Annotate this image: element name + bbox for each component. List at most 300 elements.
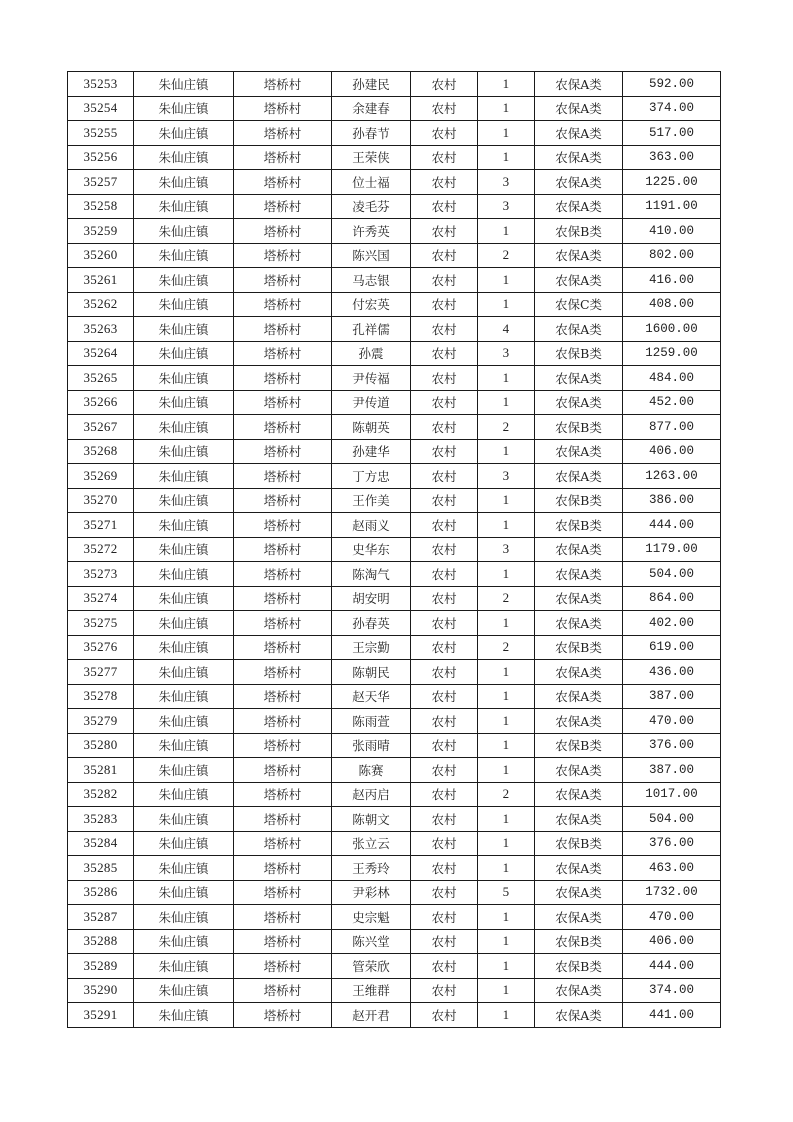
name-cell: 孙春节 [332, 121, 411, 146]
amount-cell: 1017.00 [623, 782, 721, 807]
village-cell: 塔桥村 [234, 96, 332, 121]
village-cell: 塔桥村 [234, 954, 332, 979]
table-row [68, 513, 721, 538]
insurance-category-cell: 农保A类 [535, 880, 623, 905]
amount-cell: 1225.00 [623, 170, 721, 195]
town-cell: 朱仙庄镇 [134, 464, 234, 489]
table-row [68, 758, 721, 783]
village-cell: 塔桥村 [234, 243, 332, 268]
town-cell: 朱仙庄镇 [134, 488, 234, 513]
area-type-cell: 农村 [411, 905, 478, 930]
area-type-cell: 农村 [411, 562, 478, 587]
area-type-cell: 农村 [411, 170, 478, 195]
town-cell: 朱仙庄镇 [134, 415, 234, 440]
amount-cell: 592.00 [623, 72, 721, 97]
record-id-cell: 35255 [68, 121, 134, 146]
amount-cell: 374.00 [623, 978, 721, 1003]
household-size-cell: 2 [478, 243, 535, 268]
name-cell: 孙建民 [332, 72, 411, 97]
insurance-category-cell: 农保B类 [535, 341, 623, 366]
record-id-cell: 35286 [68, 880, 134, 905]
insurance-category-cell: 农保A类 [535, 366, 623, 391]
name-cell: 陈兴国 [332, 243, 411, 268]
insurance-category-cell: 农保A类 [535, 145, 623, 170]
record-id-cell: 35285 [68, 856, 134, 881]
name-cell: 孔祥儒 [332, 317, 411, 342]
insurance-category-cell: 农保A类 [535, 709, 623, 734]
table-row [68, 488, 721, 513]
village-cell: 塔桥村 [234, 464, 332, 489]
table-row [68, 292, 721, 317]
household-size-cell: 2 [478, 782, 535, 807]
village-cell: 塔桥村 [234, 121, 332, 146]
name-cell: 张立云 [332, 831, 411, 856]
village-cell: 塔桥村 [234, 537, 332, 562]
record-id-cell: 35268 [68, 439, 134, 464]
amount-cell: 504.00 [623, 562, 721, 587]
record-id-cell: 35272 [68, 537, 134, 562]
name-cell: 孙建华 [332, 439, 411, 464]
amount-cell: 1179.00 [623, 537, 721, 562]
household-size-cell: 1 [478, 733, 535, 758]
table-row [68, 366, 721, 391]
area-type-cell: 农村 [411, 317, 478, 342]
table-body [68, 72, 721, 1028]
record-id-cell: 35283 [68, 807, 134, 832]
area-type-cell: 农村 [411, 488, 478, 513]
area-type-cell: 农村 [411, 1003, 478, 1028]
name-cell: 尹彩林 [332, 880, 411, 905]
insurance-category-cell: 农保A类 [535, 782, 623, 807]
record-id-cell: 35289 [68, 954, 134, 979]
town-cell: 朱仙庄镇 [134, 954, 234, 979]
household-size-cell: 1 [478, 831, 535, 856]
area-type-cell: 农村 [411, 758, 478, 783]
town-cell: 朱仙庄镇 [134, 684, 234, 709]
insurance-category-cell: 农保A类 [535, 194, 623, 219]
insurance-category-cell: 农保B类 [535, 219, 623, 244]
household-size-cell: 1 [478, 660, 535, 685]
record-id-cell: 35265 [68, 366, 134, 391]
insurance-category-cell: 农保A类 [535, 684, 623, 709]
village-cell: 塔桥村 [234, 660, 332, 685]
record-id-cell: 35278 [68, 684, 134, 709]
area-type-cell: 农村 [411, 366, 478, 391]
beneficiary-table [67, 71, 721, 1028]
amount-cell: 444.00 [623, 954, 721, 979]
table-row [68, 145, 721, 170]
table-row [68, 905, 721, 930]
amount-cell: 436.00 [623, 660, 721, 685]
table-row [68, 635, 721, 660]
area-type-cell: 农村 [411, 733, 478, 758]
town-cell: 朱仙庄镇 [134, 782, 234, 807]
household-size-cell: 2 [478, 586, 535, 611]
household-size-cell: 1 [478, 121, 535, 146]
name-cell: 陈兴堂 [332, 929, 411, 954]
name-cell: 王作美 [332, 488, 411, 513]
area-type-cell: 农村 [411, 341, 478, 366]
village-cell: 塔桥村 [234, 978, 332, 1003]
name-cell: 陈朝民 [332, 660, 411, 685]
household-size-cell: 1 [478, 807, 535, 832]
household-size-cell: 1 [478, 611, 535, 636]
household-size-cell: 1 [478, 219, 535, 244]
record-id-cell: 35260 [68, 243, 134, 268]
record-id-cell: 35273 [68, 562, 134, 587]
name-cell: 王秀玲 [332, 856, 411, 881]
area-type-cell: 农村 [411, 660, 478, 685]
record-id-cell: 35284 [68, 831, 134, 856]
insurance-category-cell: 农保A类 [535, 439, 623, 464]
town-cell: 朱仙庄镇 [134, 268, 234, 293]
town-cell: 朱仙庄镇 [134, 831, 234, 856]
table-row [68, 954, 721, 979]
table-row [68, 268, 721, 293]
table-row [68, 341, 721, 366]
village-cell: 塔桥村 [234, 415, 332, 440]
village-cell: 塔桥村 [234, 611, 332, 636]
household-size-cell: 2 [478, 415, 535, 440]
table-row [68, 415, 721, 440]
area-type-cell: 农村 [411, 537, 478, 562]
table-row [68, 96, 721, 121]
amount-cell: 374.00 [623, 96, 721, 121]
record-id-cell: 35280 [68, 733, 134, 758]
amount-cell: 517.00 [623, 121, 721, 146]
amount-cell: 470.00 [623, 905, 721, 930]
household-size-cell: 3 [478, 464, 535, 489]
amount-cell: 877.00 [623, 415, 721, 440]
town-cell: 朱仙庄镇 [134, 439, 234, 464]
household-size-cell: 3 [478, 194, 535, 219]
village-cell: 塔桥村 [234, 562, 332, 587]
record-id-cell: 35267 [68, 415, 134, 440]
area-type-cell: 农村 [411, 684, 478, 709]
amount-cell: 402.00 [623, 611, 721, 636]
village-cell: 塔桥村 [234, 807, 332, 832]
town-cell: 朱仙庄镇 [134, 121, 234, 146]
town-cell: 朱仙庄镇 [134, 733, 234, 758]
village-cell: 塔桥村 [234, 709, 332, 734]
area-type-cell: 农村 [411, 292, 478, 317]
record-id-cell: 35264 [68, 341, 134, 366]
amount-cell: 376.00 [623, 733, 721, 758]
town-cell: 朱仙庄镇 [134, 929, 234, 954]
table-row [68, 611, 721, 636]
town-cell: 朱仙庄镇 [134, 219, 234, 244]
town-cell: 朱仙庄镇 [134, 96, 234, 121]
household-size-cell: 1 [478, 513, 535, 538]
record-id-cell: 35258 [68, 194, 134, 219]
town-cell: 朱仙庄镇 [134, 366, 234, 391]
household-size-cell: 1 [478, 72, 535, 97]
name-cell: 余建春 [332, 96, 411, 121]
town-cell: 朱仙庄镇 [134, 243, 234, 268]
name-cell: 马志银 [332, 268, 411, 293]
name-cell: 赵丙启 [332, 782, 411, 807]
insurance-category-cell: 农保A类 [535, 978, 623, 1003]
table-row [68, 929, 721, 954]
record-id-cell: 35275 [68, 611, 134, 636]
table-row [68, 709, 721, 734]
area-type-cell: 农村 [411, 709, 478, 734]
name-cell: 管荣欣 [332, 954, 411, 979]
village-cell: 塔桥村 [234, 317, 332, 342]
insurance-category-cell: 农保C类 [535, 292, 623, 317]
village-cell: 塔桥村 [234, 635, 332, 660]
household-size-cell: 1 [478, 684, 535, 709]
amount-cell: 470.00 [623, 709, 721, 734]
record-id-cell: 35266 [68, 390, 134, 415]
amount-cell: 406.00 [623, 439, 721, 464]
amount-cell: 386.00 [623, 488, 721, 513]
village-cell: 塔桥村 [234, 72, 332, 97]
area-type-cell: 农村 [411, 121, 478, 146]
name-cell: 凌毛芬 [332, 194, 411, 219]
amount-cell: 376.00 [623, 831, 721, 856]
area-type-cell: 农村 [411, 96, 478, 121]
name-cell: 王荣侠 [332, 145, 411, 170]
village-cell: 塔桥村 [234, 929, 332, 954]
town-cell: 朱仙庄镇 [134, 880, 234, 905]
record-id-cell: 35261 [68, 268, 134, 293]
table-row [68, 807, 721, 832]
town-cell: 朱仙庄镇 [134, 562, 234, 587]
household-size-cell: 1 [478, 758, 535, 783]
amount-cell: 1263.00 [623, 464, 721, 489]
table-row [68, 439, 721, 464]
household-size-cell: 1 [478, 978, 535, 1003]
area-type-cell: 农村 [411, 513, 478, 538]
amount-cell: 1191.00 [623, 194, 721, 219]
name-cell: 陈朝文 [332, 807, 411, 832]
name-cell: 丁方忠 [332, 464, 411, 489]
insurance-category-cell: 农保A类 [535, 390, 623, 415]
record-id-cell: 35287 [68, 905, 134, 930]
insurance-category-cell: 农保B类 [535, 831, 623, 856]
household-size-cell: 1 [478, 1003, 535, 1028]
amount-cell: 363.00 [623, 145, 721, 170]
record-id-cell: 35263 [68, 317, 134, 342]
table-row [68, 194, 721, 219]
insurance-category-cell: 农保A类 [535, 1003, 623, 1028]
record-id-cell: 35274 [68, 586, 134, 611]
town-cell: 朱仙庄镇 [134, 145, 234, 170]
amount-cell: 1600.00 [623, 317, 721, 342]
town-cell: 朱仙庄镇 [134, 758, 234, 783]
record-id-cell: 35277 [68, 660, 134, 685]
area-type-cell: 农村 [411, 464, 478, 489]
table-row [68, 390, 721, 415]
village-cell: 塔桥村 [234, 684, 332, 709]
insurance-category-cell: 农保A类 [535, 464, 623, 489]
town-cell: 朱仙庄镇 [134, 856, 234, 881]
amount-cell: 444.00 [623, 513, 721, 538]
village-cell: 塔桥村 [234, 513, 332, 538]
table-row [68, 733, 721, 758]
village-cell: 塔桥村 [234, 856, 332, 881]
table-row [68, 978, 721, 1003]
name-cell: 胡安明 [332, 586, 411, 611]
table-row [68, 317, 721, 342]
village-cell: 塔桥村 [234, 782, 332, 807]
household-size-cell: 3 [478, 341, 535, 366]
amount-cell: 387.00 [623, 684, 721, 709]
household-size-cell: 1 [478, 366, 535, 391]
table-row [68, 72, 721, 97]
amount-cell: 1732.00 [623, 880, 721, 905]
table-row [68, 243, 721, 268]
village-cell: 塔桥村 [234, 439, 332, 464]
area-type-cell: 农村 [411, 145, 478, 170]
record-id-cell: 35279 [68, 709, 134, 734]
village-cell: 塔桥村 [234, 145, 332, 170]
name-cell: 陈淘气 [332, 562, 411, 587]
amount-cell: 864.00 [623, 586, 721, 611]
insurance-category-cell: 农保A类 [535, 317, 623, 342]
record-id-cell: 35291 [68, 1003, 134, 1028]
name-cell: 位士福 [332, 170, 411, 195]
amount-cell: 387.00 [623, 758, 721, 783]
town-cell: 朱仙庄镇 [134, 72, 234, 97]
village-cell: 塔桥村 [234, 366, 332, 391]
table-row [68, 831, 721, 856]
household-size-cell: 1 [478, 292, 535, 317]
name-cell: 许秀英 [332, 219, 411, 244]
table-row [68, 856, 721, 881]
area-type-cell: 农村 [411, 586, 478, 611]
village-cell: 塔桥村 [234, 268, 332, 293]
insurance-category-cell: 农保B类 [535, 415, 623, 440]
area-type-cell: 农村 [411, 880, 478, 905]
town-cell: 朱仙庄镇 [134, 292, 234, 317]
table-row [68, 219, 721, 244]
village-cell: 塔桥村 [234, 390, 332, 415]
name-cell: 张雨晴 [332, 733, 411, 758]
village-cell: 塔桥村 [234, 1003, 332, 1028]
household-size-cell: 1 [478, 390, 535, 415]
table-row [68, 586, 721, 611]
name-cell: 王宗勤 [332, 635, 411, 660]
household-size-cell: 1 [478, 145, 535, 170]
insurance-category-cell: 农保A类 [535, 905, 623, 930]
insurance-category-cell: 农保B类 [535, 733, 623, 758]
town-cell: 朱仙庄镇 [134, 978, 234, 1003]
village-cell: 塔桥村 [234, 831, 332, 856]
record-id-cell: 35269 [68, 464, 134, 489]
village-cell: 塔桥村 [234, 170, 332, 195]
record-id-cell: 35253 [68, 72, 134, 97]
insurance-category-cell: 农保B类 [535, 513, 623, 538]
town-cell: 朱仙庄镇 [134, 194, 234, 219]
record-id-cell: 35259 [68, 219, 134, 244]
household-size-cell: 3 [478, 537, 535, 562]
record-id-cell: 35276 [68, 635, 134, 660]
record-id-cell: 35262 [68, 292, 134, 317]
village-cell: 塔桥村 [234, 586, 332, 611]
insurance-category-cell: 农保A类 [535, 268, 623, 293]
household-size-cell: 1 [478, 954, 535, 979]
name-cell: 陈赛 [332, 758, 411, 783]
area-type-cell: 农村 [411, 954, 478, 979]
insurance-category-cell: 农保A类 [535, 72, 623, 97]
insurance-category-cell: 农保A类 [535, 660, 623, 685]
village-cell: 塔桥村 [234, 905, 332, 930]
household-size-cell: 1 [478, 856, 535, 881]
table-row [68, 121, 721, 146]
name-cell: 史宗魁 [332, 905, 411, 930]
amount-cell: 408.00 [623, 292, 721, 317]
area-type-cell: 农村 [411, 807, 478, 832]
area-type-cell: 农村 [411, 439, 478, 464]
area-type-cell: 农村 [411, 929, 478, 954]
table-row [68, 537, 721, 562]
household-size-cell: 1 [478, 96, 535, 121]
area-type-cell: 农村 [411, 611, 478, 636]
household-size-cell: 3 [478, 170, 535, 195]
insurance-category-cell: 农保A类 [535, 807, 623, 832]
household-size-cell: 5 [478, 880, 535, 905]
table-row [68, 562, 721, 587]
table-row [68, 1003, 721, 1028]
household-size-cell: 1 [478, 439, 535, 464]
insurance-category-cell: 农保A类 [535, 611, 623, 636]
household-size-cell: 1 [478, 488, 535, 513]
amount-cell: 452.00 [623, 390, 721, 415]
town-cell: 朱仙庄镇 [134, 635, 234, 660]
area-type-cell: 农村 [411, 243, 478, 268]
area-type-cell: 农村 [411, 415, 478, 440]
town-cell: 朱仙庄镇 [134, 170, 234, 195]
household-size-cell: 1 [478, 562, 535, 587]
insurance-category-cell: 农保A类 [535, 243, 623, 268]
name-cell: 孙春英 [332, 611, 411, 636]
town-cell: 朱仙庄镇 [134, 537, 234, 562]
record-id-cell: 35290 [68, 978, 134, 1003]
village-cell: 塔桥村 [234, 341, 332, 366]
village-cell: 塔桥村 [234, 733, 332, 758]
insurance-category-cell: 农保A类 [535, 856, 623, 881]
village-cell: 塔桥村 [234, 880, 332, 905]
name-cell: 尹传福 [332, 366, 411, 391]
table-row [68, 660, 721, 685]
town-cell: 朱仙庄镇 [134, 905, 234, 930]
household-size-cell: 1 [478, 709, 535, 734]
amount-cell: 484.00 [623, 366, 721, 391]
village-cell: 塔桥村 [234, 292, 332, 317]
town-cell: 朱仙庄镇 [134, 586, 234, 611]
household-size-cell: 4 [478, 317, 535, 342]
area-type-cell: 农村 [411, 831, 478, 856]
area-type-cell: 农村 [411, 782, 478, 807]
town-cell: 朱仙庄镇 [134, 390, 234, 415]
village-cell: 塔桥村 [234, 219, 332, 244]
amount-cell: 463.00 [623, 856, 721, 881]
town-cell: 朱仙庄镇 [134, 1003, 234, 1028]
name-cell: 赵开君 [332, 1003, 411, 1028]
household-size-cell: 1 [478, 268, 535, 293]
table-row [68, 684, 721, 709]
insurance-category-cell: 农保B类 [535, 488, 623, 513]
insurance-category-cell: 农保B类 [535, 929, 623, 954]
insurance-category-cell: 农保B类 [535, 635, 623, 660]
insurance-category-cell: 农保A类 [535, 121, 623, 146]
area-type-cell: 农村 [411, 390, 478, 415]
town-cell: 朱仙庄镇 [134, 341, 234, 366]
name-cell: 王维群 [332, 978, 411, 1003]
town-cell: 朱仙庄镇 [134, 709, 234, 734]
